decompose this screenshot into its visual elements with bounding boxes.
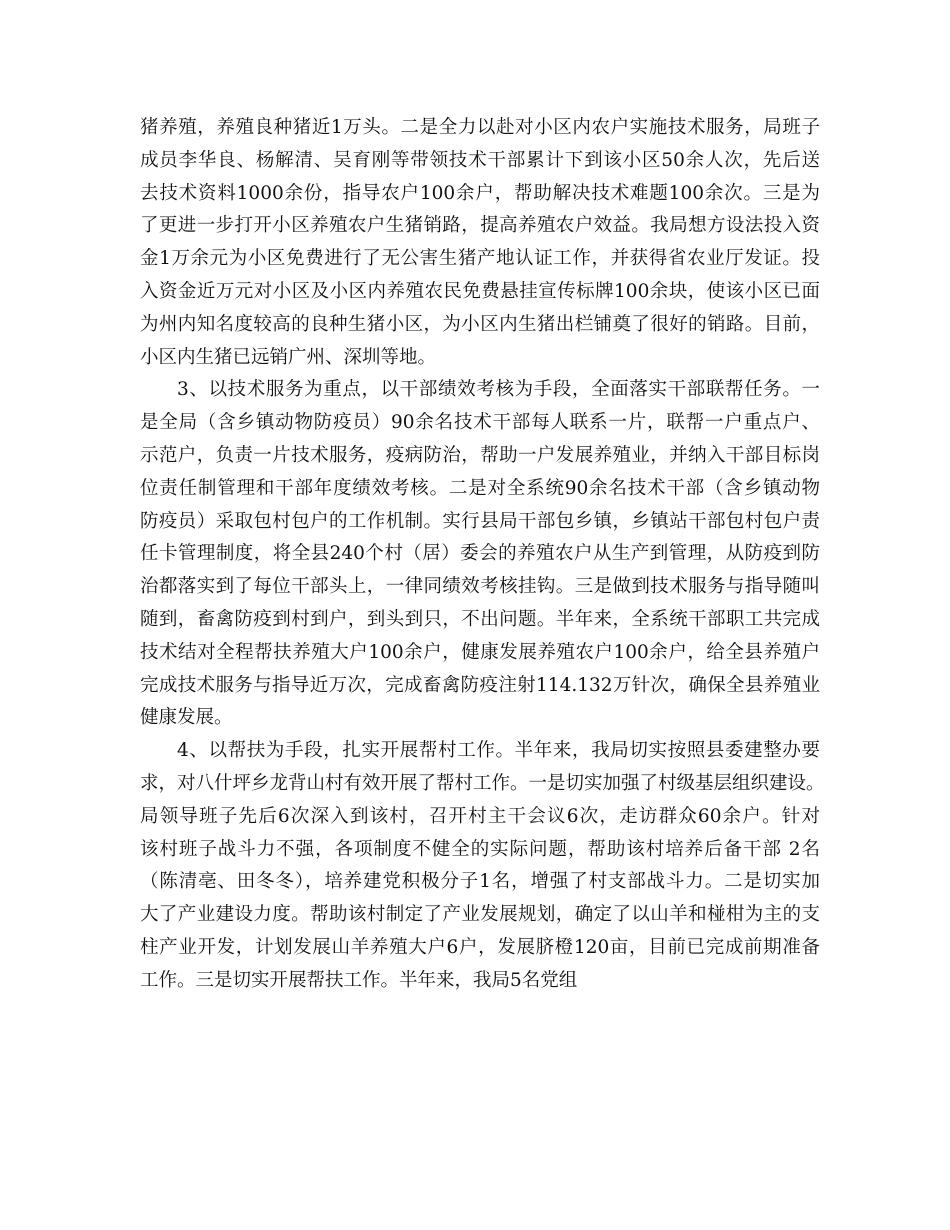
text-line: 是全局（含乡镇动物防疫员）90余名技术干部每人联系一片，联帮一户重点户、 — [140, 412, 820, 434]
text-line: 4、以帮扶为手段，扎实开展帮村工作。半年来，我局切实按照县委建整办要 — [177, 740, 820, 762]
text-line: 入资金近万元对小区及小区内养殖农民免费悬挂宣传标牌100余块，使该小区已面 — [140, 280, 820, 302]
text-line: 小区内生猪已远销广州、深圳等地。 — [140, 346, 437, 368]
text-line: 工作。三是切实开展帮扶工作。半年来，我局5名党组 — [140, 969, 578, 991]
text-line: 健康发展。 — [140, 707, 233, 729]
text-line: 完成技术服务与指导近万次，完成畜禽防疫注射114.132万针次，确保全县养殖业 — [140, 674, 820, 696]
text-line: 为州内知名度较高的良种生猪小区，为小区内生猪出栏铺奠了很好的销路。目前， — [140, 313, 820, 335]
text-line: 柱产业开发，计划发展山羊养殖大户6户，发展脐橙120亩，目前已完成前期准备 — [140, 936, 820, 958]
text-line: 治都落实到了每位干部头上，一律同绩效考核挂钩。三是做到技术服务与指导随叫 — [140, 576, 820, 598]
text-line: 局领导班子先后6次深入到该村，召开村主干会议6次，走访群众60余户。针对 — [140, 805, 820, 827]
text-line: 去技术资料1000余份，指导农户100余户，帮助解决技术难题100余次。三是为 — [140, 182, 820, 204]
text-line: 防疫员）采取包村包户的工作机制。实行县局干部包乡镇，乡镇站干部包村包户责 — [140, 510, 820, 532]
text-line: 金1万余元为小区免费进行了无公害生猪产地认证工作，并获得省农业厅发证。投 — [140, 248, 820, 270]
text-line: 大了产业建设力度。帮助该村制定了产业发展规划，确定了以山羊和椪柑为主的支 — [140, 904, 820, 926]
text-line: 了更进一步打开小区养殖农户生猪销路，提高养殖农户效益。我局想方设法投入资 — [140, 215, 820, 237]
body-text — [140, 112, 825, 998]
text-line: 求，对八什坪乡龙背山村有效开展了帮村工作。一是切实加强了村级基层组织建设。 — [140, 772, 825, 794]
text-line: 技术结对全程帮扶养殖大户100余户，健康发展养殖农户100余户，给全县养殖户 — [140, 641, 820, 663]
text-line: 随到，畜禽防疫到村到户，到头到只，不出问题。半年来，全系统干部职工共完成 — [140, 608, 820, 630]
text-line: （陈清亳、田冬冬），培养建党积极分子1名，增强了村支部战斗力。二是切实加 — [140, 871, 820, 893]
text-line: 3、以技术服务为重点，以干部绩效考核为手段，全面落实干部联帮任务。一 — [177, 379, 820, 401]
text-line: 该村班子战斗力不强，各项制度不健全的实际问题，帮助该村培养后备干部 2名 — [140, 838, 820, 860]
text-line: 任卡管理制度，将全县240个村（居）委会的养殖农户从生产到管理，从防疫到防 — [140, 543, 820, 565]
text-line: 猪养殖，养殖良种猪近1万头。二是全力以赴对小区内农户实施技术服务，局班子 — [140, 117, 820, 138]
text-line: 位责任制管理和干部年度绩效考核。二是对全系统90余名技术干部（含乡镇动物 — [140, 477, 820, 499]
text-line: 示范户，负责一片技术服务，疫病防治，帮助一户发展养殖业，并纳入干部目标岗 — [140, 444, 820, 466]
text-line: 成员李华良、杨解清、吴育刚等带领技术干部累计下到该小区50余人次，先后送 — [140, 149, 820, 171]
